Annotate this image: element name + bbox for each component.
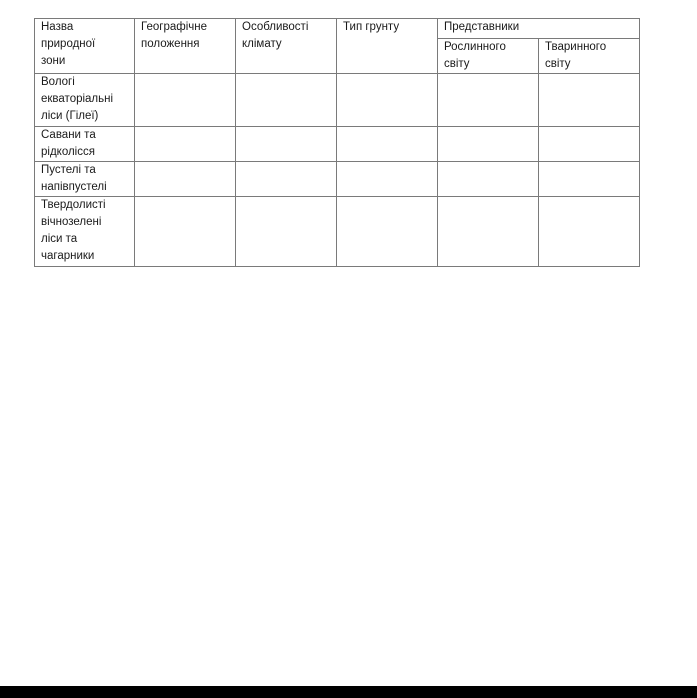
- empty-cell: [438, 162, 539, 197]
- empty-cell: [539, 197, 640, 267]
- header-zone-name: Назва природної зони: [35, 19, 135, 74]
- table-row: [35, 197, 640, 267]
- table-row: [35, 127, 640, 162]
- zone-cell: Твердолисті вічнозелені ліси та чагарники: [35, 197, 135, 267]
- empty-cell: [438, 127, 539, 162]
- empty-cell: [135, 127, 236, 162]
- header-flora: Рослинного світу: [438, 39, 539, 74]
- empty-cell: [236, 127, 337, 162]
- table-row: [35, 162, 640, 197]
- bottom-black-bar: [0, 686, 697, 698]
- empty-cell: [539, 74, 640, 127]
- empty-cell: [438, 197, 539, 267]
- empty-cell: [135, 197, 236, 267]
- empty-cell: [337, 162, 438, 197]
- header-soil: Тип грунту: [337, 19, 438, 74]
- header-climate: Особливості клімату: [236, 19, 337, 74]
- header-representatives: Представники: [438, 19, 640, 39]
- zone-cell: Савани та рідколісся: [35, 127, 135, 162]
- empty-cell: [337, 127, 438, 162]
- natural-zones-table: [34, 18, 640, 267]
- empty-cell: [135, 162, 236, 197]
- header-fauna: Тваринного світу: [539, 39, 640, 74]
- empty-cell: [337, 74, 438, 127]
- empty-cell: [438, 74, 539, 127]
- header-row-1: [35, 19, 640, 39]
- table-row: [35, 74, 640, 127]
- zone-cell: Пустелі та напівпустелі: [35, 162, 135, 197]
- empty-cell: [337, 197, 438, 267]
- empty-cell: [135, 74, 236, 127]
- empty-cell: [236, 74, 337, 127]
- empty-cell: [539, 162, 640, 197]
- empty-cell: [236, 162, 337, 197]
- zone-cell: Вологі екваторіальні ліси (Гілеї): [35, 74, 135, 127]
- header-geo-position: Географічне положення: [135, 19, 236, 74]
- empty-cell: [236, 197, 337, 267]
- empty-cell: [539, 127, 640, 162]
